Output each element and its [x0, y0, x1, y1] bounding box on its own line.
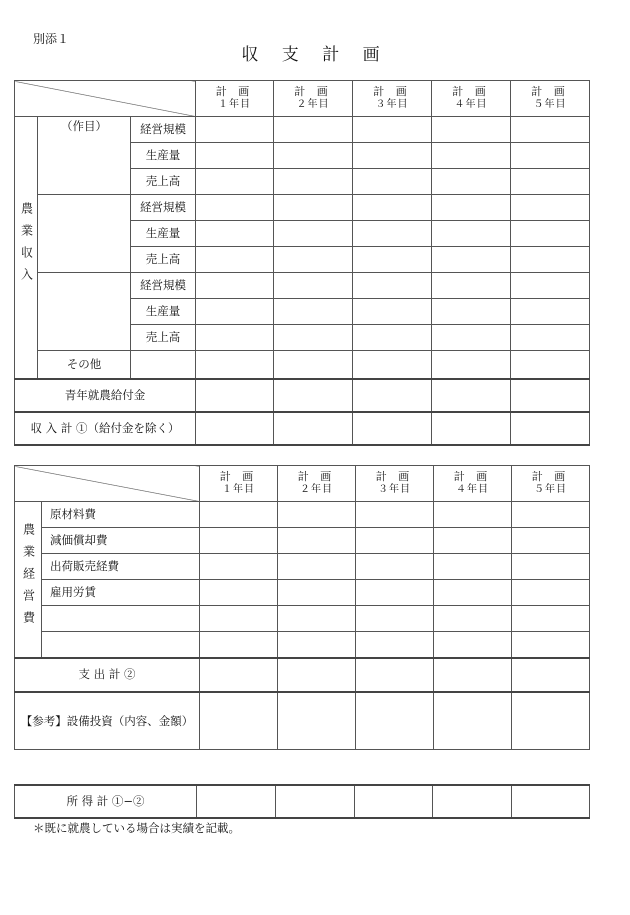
value-cell[interactable] — [353, 273, 432, 299]
year-header-5: 計 画 ５年目 — [512, 466, 590, 502]
row-label-scale: 経営規模 — [131, 117, 196, 143]
value-cell[interactable] — [512, 580, 590, 606]
value-cell[interactable] — [353, 117, 432, 143]
value-cell[interactable] — [200, 502, 278, 528]
value-cell[interactable] — [434, 692, 512, 750]
crop-name-cell-3[interactable] — [38, 273, 131, 351]
value-cell[interactable] — [356, 502, 434, 528]
value-cell[interactable] — [511, 143, 590, 169]
value-cell[interactable] — [432, 325, 511, 351]
value-cell[interactable] — [434, 658, 512, 692]
value-cell[interactable] — [196, 169, 274, 195]
value-cell[interactable] — [434, 632, 512, 658]
value-cell[interactable] — [353, 143, 432, 169]
value-cell[interactable] — [512, 502, 590, 528]
value-cell[interactable] — [274, 143, 353, 169]
value-cell[interactable] — [432, 143, 511, 169]
value-cell[interactable] — [434, 580, 512, 606]
value-cell[interactable] — [200, 554, 278, 580]
value-cell[interactable] — [196, 221, 274, 247]
year-header-5: 計 画 ５年目 — [511, 81, 590, 117]
value-cell[interactable] — [356, 632, 434, 658]
year-header-3: 計 画 ３年目 — [353, 81, 432, 117]
value-cell[interactable] — [432, 195, 511, 221]
year-header-1: 計 画 １年目 — [200, 466, 278, 502]
value-cell[interactable] — [512, 658, 590, 692]
value-cell[interactable] — [278, 502, 356, 528]
value-cell[interactable] — [200, 692, 278, 750]
crop-name-cell-1[interactable]: （作目） — [38, 117, 131, 195]
value-cell[interactable] — [274, 221, 353, 247]
value-cell[interactable] — [196, 195, 274, 221]
expense-item-labor: 雇用労賃 — [42, 580, 200, 606]
value-cell[interactable] — [196, 117, 274, 143]
value-cell[interactable] — [511, 379, 590, 412]
value-cell[interactable] — [274, 379, 353, 412]
row-label-sales: 売上高 — [131, 169, 196, 195]
annex-label: 別添１ — [33, 32, 70, 46]
value-cell[interactable] — [196, 273, 274, 299]
value-cell[interactable] — [432, 221, 511, 247]
value-cell[interactable] — [196, 299, 274, 325]
value-cell[interactable] — [353, 351, 432, 379]
year-header-4: 計 画 ４年目 — [432, 81, 511, 117]
footnote: ＊既に就農している場合は実績を記載。 — [33, 821, 240, 835]
value-cell[interactable] — [274, 351, 353, 379]
value-cell[interactable] — [200, 632, 278, 658]
value-cell[interactable] — [353, 221, 432, 247]
value-cell[interactable] — [353, 412, 432, 445]
value-cell[interactable] — [356, 692, 434, 750]
value-cell[interactable] — [274, 273, 353, 299]
value-cell[interactable] — [511, 195, 590, 221]
value-cell[interactable] — [196, 247, 274, 273]
expense-item-shipping: 出荷販売経費 — [42, 554, 200, 580]
value-cell[interactable] — [274, 195, 353, 221]
row-label-capital-investment: 【参考】設備投資（内容、金額） — [15, 692, 200, 750]
value-cell[interactable] — [511, 412, 590, 445]
row-label-expense-total: 支 出 計 ② — [15, 658, 200, 692]
value-cell[interactable] — [276, 785, 355, 818]
value-cell[interactable] — [356, 606, 434, 632]
year-header-4: 計 画 ４年目 — [434, 466, 512, 502]
value-cell[interactable] — [200, 658, 278, 692]
value-cell[interactable] — [433, 785, 512, 818]
value-cell[interactable] — [278, 632, 356, 658]
value-cell[interactable] — [432, 247, 511, 273]
value-cell[interactable] — [196, 379, 274, 412]
row-label-production: 生産量 — [131, 299, 196, 325]
row-label-net-income: 所 得 計 ①−② — [15, 785, 197, 818]
expense-item-blank[interactable] — [42, 606, 200, 632]
expense-item-blank[interactable] — [42, 632, 200, 658]
row-label-production: 生産量 — [131, 143, 196, 169]
value-cell[interactable] — [274, 325, 353, 351]
value-cell[interactable] — [278, 692, 356, 750]
header-diagonal-cell — [15, 81, 196, 117]
value-cell[interactable] — [274, 299, 353, 325]
value-cell[interactable] — [356, 528, 434, 554]
value-cell[interactable] — [432, 412, 511, 445]
value-cell[interactable] — [512, 692, 590, 750]
value-cell[interactable] — [278, 580, 356, 606]
expense-table — [14, 465, 590, 750]
expense-item-materials: 原材料費 — [42, 502, 200, 528]
value-cell[interactable] — [278, 528, 356, 554]
row-label-other: その他 — [38, 351, 131, 379]
row-label-subsidy: 青年就農給付金 — [15, 379, 196, 412]
other-note-cell[interactable] — [131, 351, 196, 379]
row-label-scale: 経営規模 — [131, 195, 196, 221]
value-cell[interactable] — [511, 351, 590, 379]
value-cell[interactable] — [353, 299, 432, 325]
value-cell[interactable] — [355, 785, 433, 818]
income-table — [14, 80, 590, 446]
value-cell[interactable] — [434, 554, 512, 580]
value-cell[interactable] — [200, 606, 278, 632]
value-cell[interactable] — [511, 247, 590, 273]
value-cell[interactable] — [278, 554, 356, 580]
value-cell[interactable] — [200, 528, 278, 554]
value-cell[interactable] — [353, 169, 432, 195]
value-cell[interactable] — [353, 247, 432, 273]
value-cell[interactable] — [432, 169, 511, 195]
net-income-table — [14, 784, 590, 819]
page-title: 収 支 計 画 — [241, 45, 389, 65]
value-cell[interactable] — [353, 379, 432, 412]
value-cell[interactable] — [511, 273, 590, 299]
value-cell[interactable] — [353, 195, 432, 221]
row-label-income-total: 収 入 計 ①（給付金を除く） — [15, 412, 196, 445]
value-cell[interactable] — [434, 502, 512, 528]
value-cell[interactable] — [196, 412, 274, 445]
value-cell[interactable] — [511, 325, 590, 351]
value-cell[interactable] — [512, 632, 590, 658]
value-cell[interactable] — [274, 247, 353, 273]
crop-name-cell-2[interactable] — [38, 195, 131, 273]
value-cell[interactable] — [356, 554, 434, 580]
value-cell[interactable] — [278, 606, 356, 632]
header-diagonal-cell — [15, 466, 200, 502]
value-cell[interactable] — [512, 528, 590, 554]
income-section-label: 農業収入 — [15, 117, 38, 379]
value-cell[interactable] — [434, 528, 512, 554]
value-cell[interactable] — [511, 117, 590, 143]
expense-item-depreciation: 減価償却費 — [42, 528, 200, 554]
value-cell[interactable] — [432, 117, 511, 143]
value-cell[interactable] — [196, 143, 274, 169]
row-label-production: 生産量 — [131, 221, 196, 247]
value-cell[interactable] — [511, 169, 590, 195]
value-cell[interactable] — [434, 606, 512, 632]
value-cell[interactable] — [274, 412, 353, 445]
year-header-2: 計 画 ２年目 — [274, 81, 353, 117]
value-cell[interactable] — [196, 325, 274, 351]
value-cell[interactable] — [197, 785, 276, 818]
expense-section-label: 農業経営費 — [15, 502, 42, 658]
value-cell[interactable] — [511, 221, 590, 247]
value-cell[interactable] — [356, 580, 434, 606]
value-cell[interactable] — [512, 554, 590, 580]
value-cell[interactable] — [432, 351, 511, 379]
year-header-1: 計 画 １年目 — [196, 81, 274, 117]
value-cell[interactable] — [278, 658, 356, 692]
year-header-2: 計 画 ２年目 — [278, 466, 356, 502]
value-cell[interactable] — [274, 117, 353, 143]
row-label-scale: 経営規模 — [131, 273, 196, 299]
value-cell[interactable] — [511, 299, 590, 325]
value-cell[interactable] — [356, 658, 434, 692]
value-cell[interactable] — [512, 606, 590, 632]
value-cell[interactable] — [200, 580, 278, 606]
value-cell[interactable] — [196, 351, 274, 379]
value-cell[interactable] — [274, 169, 353, 195]
value-cell[interactable] — [432, 379, 511, 412]
value-cell[interactable] — [432, 299, 511, 325]
value-cell[interactable] — [353, 325, 432, 351]
value-cell[interactable] — [432, 273, 511, 299]
value-cell[interactable] — [512, 785, 590, 818]
year-header-3: 計 画 ３年目 — [356, 466, 434, 502]
row-label-sales: 売上高 — [131, 247, 196, 273]
row-label-sales: 売上高 — [131, 325, 196, 351]
